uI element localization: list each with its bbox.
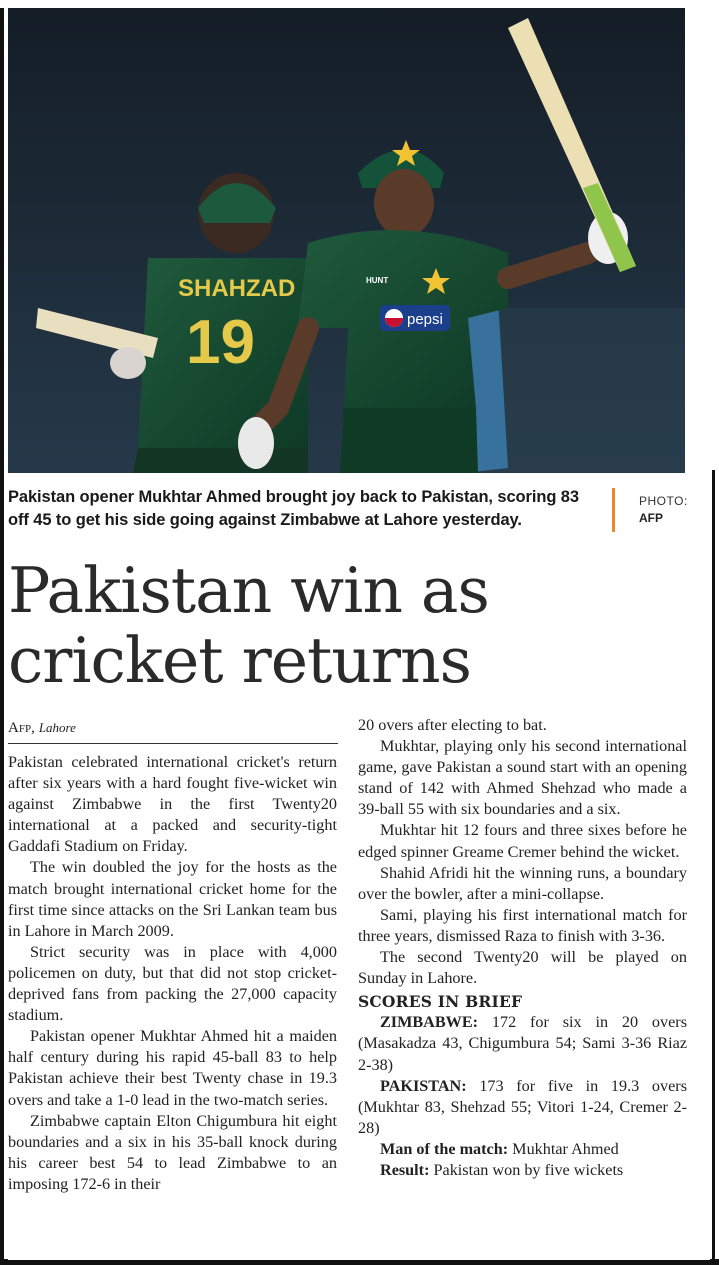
page-edge-right — [712, 470, 715, 1265]
match-result — [358, 1160, 687, 1181]
man-of-the-match — [358, 1139, 687, 1160]
sponsor-logo: pepsi — [407, 311, 443, 328]
paragraph: Strict security was in place with 4,000 policemen on duty, but that did not stop cricket-deprived fans from packing the 27,000 capacity stadium. — [8, 942, 337, 1025]
paragraph: Sami, playing his first international match for three years, dismissed Raza to finish with 3-36. — [358, 905, 687, 945]
headline-line-2: cricket returns — [8, 624, 471, 697]
score-pakistan-label: PAKISTAN: — [380, 1076, 467, 1095]
headline-line-1: Pakistan win as — [8, 554, 489, 627]
paragraph: Pakistan celebrated international cricket's return after six years with a hard fought five-wicket win against Zimbabwe in the first Twenty20 international at a packed and security-tight Gaddafi Stadium on Friday. — [8, 753, 337, 856]
result-text: Pakistan won by five wickets — [429, 1160, 624, 1179]
paragraph-continuation: 20 overs after electing to bat. — [358, 716, 547, 734]
score-pakistan-text: 173 for five in 19.3 overs (Mukhtar 83, Shehzad 55; Vitori 1-24, Cremer 2-28) — [358, 1076, 687, 1137]
newspaper-page — [8, 8, 710, 1260]
photo-credit-label: PHOTO: — [639, 494, 688, 508]
credit-divider — [612, 488, 615, 532]
motm-label: Man of the match: — [380, 1139, 509, 1158]
score-pakistan — [358, 1076, 687, 1139]
kit-brand: HUNT — [366, 276, 389, 285]
paragraph: Pakistan opener Mukhtar Ahmed hit a maiden half century during his rapid 45-ball 83 to help Pakistan achieve their best Twenty chase in 19.3 overs and take a 1-0 lead in the two-match series. — [8, 1027, 337, 1109]
paragraph: Mukhtar, playing only his second international game, gave Pakistan a sound start with an opening stand of 142 with Ahmed Shehzad who made a 39-ball 55 with six boundaries and a six. — [358, 737, 687, 819]
jersey-left-name: SHAHZAD — [178, 275, 296, 302]
score-zimbabwe-label: ZIMBABWE: — [380, 1013, 479, 1032]
motm-text: Mukhtar Ahmed — [508, 1139, 619, 1158]
score-zimbabwe — [358, 1012, 687, 1075]
paragraph: Zimbabwe captain Elton Chigumbura hit eight boundaries and a six in his 35-ball knock during his career best 54 to lead Zimbabwe to an imposing 172-6 in their — [8, 1111, 337, 1193]
article-column-left — [8, 752, 337, 1195]
photo-credit-name: AFP — [639, 511, 663, 525]
paragraph: The second Twenty20 will be played on Sunday in Lahore. — [358, 948, 687, 988]
headline — [8, 556, 708, 696]
score-zimbabwe-text: 172 for six in 20 overs (Masakadza 43, Chigumbura 54; Sami 3-36 Riaz 2-38) — [358, 1013, 687, 1074]
photo-illustration — [8, 8, 685, 473]
paragraph: The win doubled the joy for the hosts as the match brought international cricket home for the first time since attacks on the Sri Lankan team bus in Lahore in March 2009. — [8, 858, 337, 940]
byline-agency: Afp, — [8, 720, 35, 736]
byline — [8, 720, 338, 744]
paragraph: Mukhtar hit 12 fours and three sixes before he edged spinner Greame Cremer behind the wicket. — [358, 821, 687, 861]
photo-caption: Pakistan opener Mukhtar Ahmed brought joy back to Pakistan, scoring 83 off 45 to get his side going against Zimbabwe at Lahore yesterday. — [8, 488, 579, 529]
paragraph: Shahid Afridi hit the winning runs, a boundary over the bowler, after a mini-collapse. — [358, 863, 687, 903]
scores-heading: SCORES IN BRIEF — [358, 992, 523, 1012]
article-column-right — [358, 715, 687, 1181]
jersey-left-number: 19 — [186, 308, 255, 377]
match-photo — [8, 8, 685, 473]
page-edge-left — [0, 8, 4, 1265]
byline-place: Lahore — [38, 720, 76, 735]
result-label: Result: — [380, 1160, 430, 1179]
